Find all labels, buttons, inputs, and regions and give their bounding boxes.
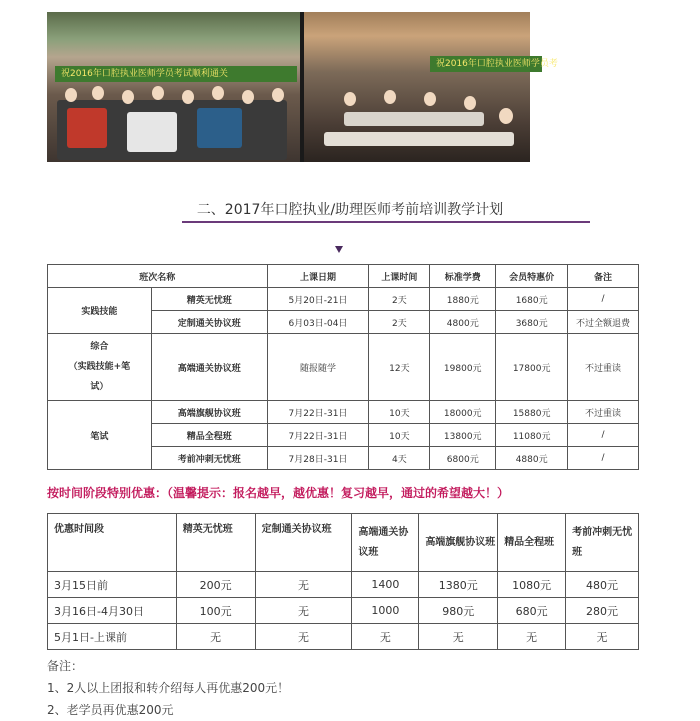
table-row [48,598,639,624]
header-member-price: 会员特惠价 [496,265,568,288]
header-class-name: 班次名称 [48,265,268,288]
discount-table [47,513,639,650]
table-row [48,401,639,424]
class-member-price: 17800元 [496,334,568,401]
class-name: 定制通关协议班 [151,311,267,334]
class-name: 精英无忧班 [151,288,267,311]
table-row [48,334,639,401]
class-date: 7月22日-31日 [267,401,369,424]
header-class: 精英无忧班 [176,514,255,572]
group-label-line: 综合 [90,342,109,352]
class-note: 不过重读 [568,334,639,401]
class-note: / [568,288,639,311]
header-duration: 上课时间 [369,265,430,288]
notes-title: 备注： [47,659,84,673]
class-member-price: 4880元 [496,447,568,470]
discount-cell: 980元 [419,598,498,624]
group-label-line: （实践技能+笔 [68,362,131,372]
course-schedule-table [47,264,639,470]
group-label-line: 试） [90,382,109,392]
class-name: 高端旗舰协议班 [151,401,267,424]
discount-cell: 无 [255,598,352,624]
promo-text: 按时间阶段特别优惠：（温馨提示：报名越早，越优惠！复习越早，通过的希望越大！） [47,486,510,500]
class-member-price: 15880元 [496,401,568,424]
discount-cell: 680元 [498,598,566,624]
section-title: 二、2017年口腔执业/助理医师考前培训教学计划 [196,202,504,218]
header-class: 考前冲刺无忧班 [566,514,639,572]
discount-cell: 无 [255,624,352,650]
class-note: 不过全额退费 [568,311,639,334]
table-header-row [48,265,639,288]
discount-cell: 1380元 [419,572,498,598]
classroom-photo [304,12,558,162]
photo-banner: 祝2016年口腔执业医师学员考试顺利通关 [55,66,297,82]
class-note: / [568,424,639,447]
title-underline [182,221,590,223]
discount-cell: 280元 [566,598,639,624]
note-item: 1、2人以上团报和转介绍每人再优惠200元！ [47,681,290,695]
class-date: 6月03日-04日 [267,311,369,334]
class-duration: 10天 [369,424,430,447]
class-fee: 1880元 [430,288,496,311]
period-cell: 3月15日前 [48,572,177,598]
group-label: 笔试 [48,401,152,470]
class-duration: 4天 [369,447,430,470]
discount-cell: 无 [255,572,352,598]
class-note: / [568,447,639,470]
discount-cell: 无 [352,624,419,650]
discount-cell: 1080元 [498,572,566,598]
table-header-row [48,514,639,572]
discount-cell: 1000 [352,598,419,624]
class-duration: 2天 [369,311,430,334]
class-name: 精品全程班 [151,424,267,447]
header-class: 高端旗舰协议班 [419,514,498,572]
note-item: 2、老学员再优惠200元 [47,703,174,717]
header-period: 优惠时间段 [48,514,177,572]
header-class: 定制通关协议班 [255,514,352,572]
header-class: 精品全程班 [498,514,566,572]
discount-cell: 无 [498,624,566,650]
class-duration: 12天 [369,334,430,401]
discount-cell: 480元 [566,572,639,598]
class-date: 5月20日-21日 [267,288,369,311]
notes [47,655,289,721]
period-cell: 3月16日-4月30日 [48,598,177,624]
class-duration: 2天 [369,288,430,311]
table-row [48,288,639,311]
class-fee: 4800元 [430,311,496,334]
table-row [48,572,639,598]
class-fee: 13800元 [430,424,496,447]
class-member-price: 3680元 [496,311,568,334]
discount-cell: 无 [419,624,498,650]
photo-banner: 祝2016年口腔执业医师学员考 [430,56,542,72]
down-arrow-icon [335,246,343,253]
group-label [48,334,152,401]
header-fee: 标准学费 [430,265,496,288]
class-name: 考前冲刺无忧班 [151,447,267,470]
period-cell: 5月1日-上课前 [48,624,177,650]
group-label: 实践技能 [48,288,152,334]
class-date: 随报随学 [267,334,369,401]
class-date: 7月28日-31日 [267,447,369,470]
discount-cell: 无 [566,624,639,650]
discount-cell: 200元 [176,572,255,598]
class-member-price: 1680元 [496,288,568,311]
table-row [48,624,639,650]
group-photo [47,12,300,162]
header-date: 上课日期 [267,265,369,288]
class-fee: 18000元 [430,401,496,424]
class-photos [47,12,558,162]
class-date: 7月22日-31日 [267,424,369,447]
discount-cell: 100元 [176,598,255,624]
discount-cell: 无 [176,624,255,650]
class-member-price: 11080元 [496,424,568,447]
class-note: 不过重读 [568,401,639,424]
header-note: 备注 [568,265,639,288]
class-fee: 6800元 [430,447,496,470]
class-duration: 10天 [369,401,430,424]
discount-cell: 1400 [352,572,419,598]
class-name: 高端通关协议班 [151,334,267,401]
class-fee: 19800元 [430,334,496,401]
header-class: 高端通关协议班 [352,514,419,572]
